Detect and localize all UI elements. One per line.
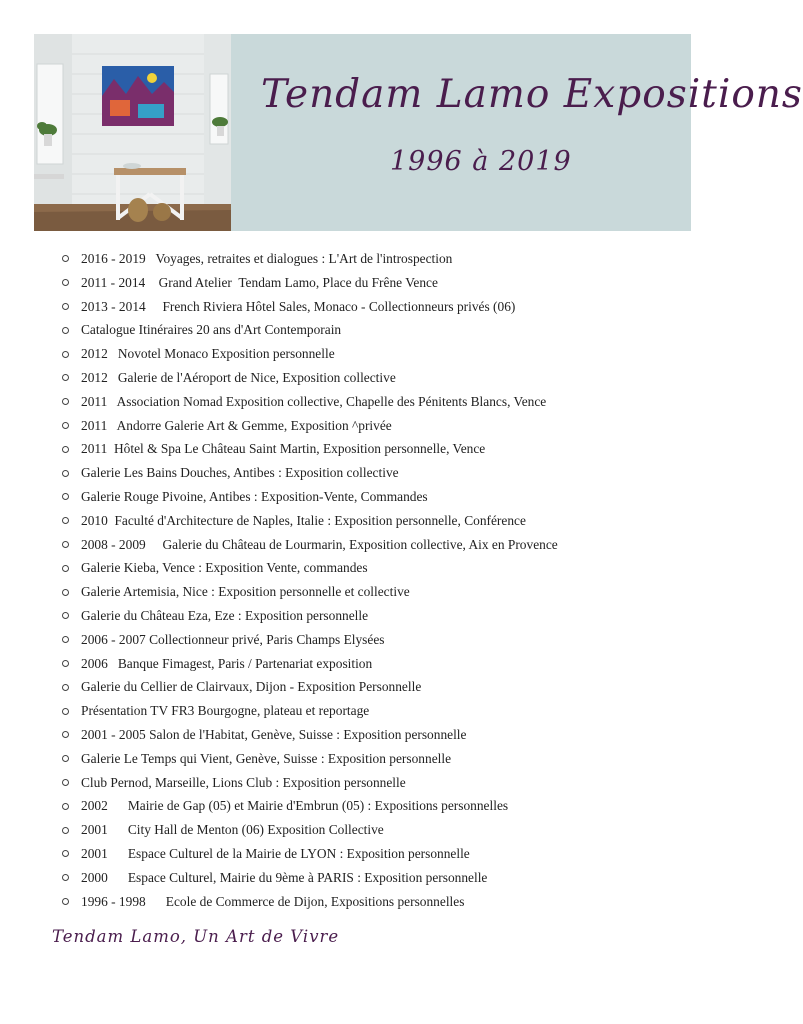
list-item: Galerie Rouge Pivoine, Antibes : Exposition-Vente, Commandes	[62, 485, 558, 509]
list-item: 2001 City Hall de Menton (06) Exposition Collective	[62, 818, 558, 842]
bullet-circle-icon	[62, 517, 69, 524]
bullet-circle-icon	[62, 255, 69, 262]
bullet-circle-icon	[62, 541, 69, 548]
bullet-circle-icon	[62, 303, 69, 310]
list-item: 2012 Novotel Monaco Exposition personnelle	[62, 342, 558, 366]
bullet-circle-icon	[62, 612, 69, 619]
list-item: 2000 Espace Culturel, Mairie du 9ème à PARIS : Exposition personnelle	[62, 866, 558, 890]
bullet-circle-icon	[62, 898, 69, 905]
bullet-circle-icon	[62, 803, 69, 810]
list-item: 2011 - 2014 Grand Atelier Tendam Lamo, Place du Frêne Vence	[62, 271, 558, 295]
bullet-circle-icon	[62, 470, 69, 477]
list-item: 2001 - 2005 Salon de l'Habitat, Genève, Suisse : Exposition personnelle	[62, 723, 558, 747]
bullet-circle-icon	[62, 684, 69, 691]
bullet-circle-icon	[62, 731, 69, 738]
list-item: 2011 Andorre Galerie Art & Gemme, Exposition ^privée	[62, 414, 558, 438]
header-banner	[34, 34, 803, 231]
list-item: Catalogue Itinéraires 20 ans d'Art Contemporain	[62, 318, 558, 342]
list-item: 2016 - 2019 Voyages, retraites et dialogues : L'Art de l'introspection	[62, 247, 558, 271]
bullet-circle-icon	[62, 779, 69, 786]
list-item: Galerie Artemisia, Nice : Exposition personnelle et collective	[62, 580, 558, 604]
title-box	[231, 34, 803, 231]
list-item: 2010 Faculté d'Architecture de Naples, Italie : Exposition personnelle, Conférence	[62, 509, 558, 533]
list-item: 2012 Galerie de l'Aéroport de Nice, Exposition collective	[62, 366, 558, 390]
list-item: 1996 - 1998 Ecole de Commerce de Dijon, Expositions personnelles	[62, 890, 558, 914]
list-item: Galerie Le Temps qui Vient, Genève, Suisse : Exposition personnelle	[62, 747, 558, 771]
bullet-circle-icon	[62, 493, 69, 500]
year-range: 1996 à 2019	[390, 146, 572, 177]
footer-signature: Tendam Lamo, Un Art de Vivre	[52, 927, 340, 946]
bullet-circle-icon	[62, 398, 69, 405]
bullet-circle-icon	[62, 636, 69, 643]
list-item: 2006 - 2007 Collectionneur privé, Paris Champs Elysées	[62, 628, 558, 652]
bullet-circle-icon	[62, 827, 69, 834]
bullet-circle-icon	[62, 850, 69, 857]
list-item: 2008 - 2009 Galerie du Château de Lourmarin, Exposition collective, Aix en Provence	[62, 533, 558, 557]
list-item: 2013 - 2014 French Riviera Hôtel Sales, Monaco - Collectionneurs privés (06)	[62, 295, 558, 319]
bullet-circle-icon	[62, 374, 69, 381]
bullet-circle-icon	[62, 660, 69, 667]
bullet-circle-icon	[62, 279, 69, 286]
bullet-circle-icon	[62, 589, 69, 596]
page-title: Tendam Lamo Expositions	[261, 72, 803, 117]
interior-photo-illustration	[34, 34, 231, 231]
list-item: Galerie du Château Eza, Eze : Exposition personnelle	[62, 604, 558, 628]
bullet-circle-icon	[62, 446, 69, 453]
bullet-circle-icon	[62, 708, 69, 715]
bullet-circle-icon	[62, 327, 69, 334]
list-item: 2006 Banque Fimagest, Paris / Partenariat exposition	[62, 652, 558, 676]
bullet-circle-icon	[62, 755, 69, 762]
list-item: 2011 Hôtel & Spa Le Château Saint Martin, Exposition personnelle, Vence	[62, 437, 558, 461]
list-item: Club Pernod, Marseille, Lions Club : Exposition personnelle	[62, 771, 558, 795]
exhibition-list	[62, 247, 558, 913]
interior-photo	[34, 34, 231, 231]
list-item: Galerie du Cellier de Clairvaux, Dijon - Exposition Personnelle	[62, 675, 558, 699]
bullet-circle-icon	[62, 422, 69, 429]
list-item: Galerie Les Bains Douches, Antibes : Exposition collective	[62, 461, 558, 485]
bullet-circle-icon	[62, 565, 69, 572]
bullet-circle-icon	[62, 874, 69, 881]
bullet-circle-icon	[62, 351, 69, 358]
list-item: Galerie Kieba, Vence : Exposition Vente, commandes	[62, 556, 558, 580]
list-item: 2001 Espace Culturel de la Mairie de LYON : Exposition personnelle	[62, 842, 558, 866]
list-item: Présentation TV FR3 Bourgogne, plateau et reportage	[62, 699, 558, 723]
list-item: 2002 Mairie de Gap (05) et Mairie d'Embrun (05) : Expositions personnelles	[62, 794, 558, 818]
list-item: 2011 Association Nomad Exposition collective, Chapelle des Pénitents Blancs, Vence	[62, 390, 558, 414]
